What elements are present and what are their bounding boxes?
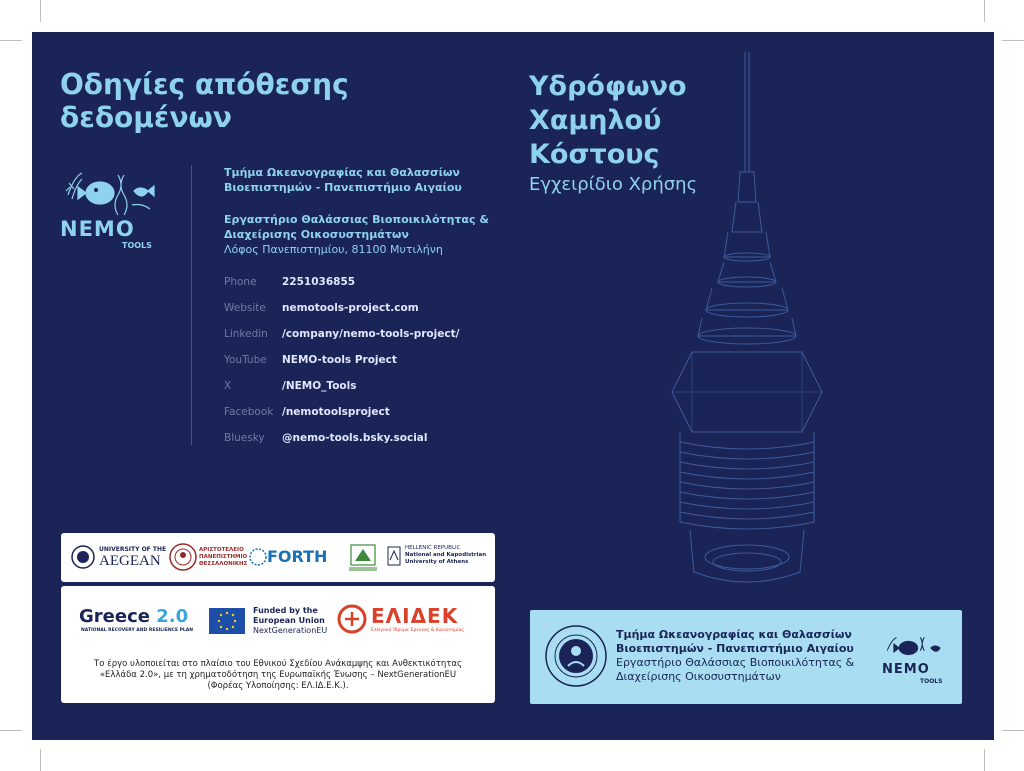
funding-statement — [71, 659, 485, 692]
contact-label: YouTube — [224, 354, 267, 366]
left-title-line: δεδομένων — [60, 101, 232, 134]
crop-mark — [0, 40, 22, 41]
nemo-tools-logo-small — [882, 632, 952, 692]
institution-info-box — [530, 610, 962, 704]
eu-flag-icon — [209, 608, 245, 634]
divider — [191, 165, 192, 445]
info-line: Τμήμα Ωκεανογραφίας και Θαλασσίων — [616, 628, 852, 641]
crop-mark — [40, 749, 41, 771]
info-line: Βιοεπιστημών - Πανεπιστήμιο Αιγαίου — [616, 642, 854, 655]
funding-line: (Φορέας Υλοποίησης: ΕΛ.ΙΔ.Ε.Κ.). — [207, 681, 349, 691]
cover-title-line: Υδρόφωνο — [529, 71, 687, 102]
institute-emblem-icon — [347, 543, 379, 573]
auth-text — [199, 547, 247, 568]
eu-line: European Union — [253, 616, 325, 625]
eu-funding-text — [253, 606, 327, 636]
youtube-link[interactable]: NEMO-tools Project — [282, 354, 397, 366]
eu-line: Funded by the — [253, 606, 318, 615]
department-line: Βιοεπιστημών - Πανεπιστήμιο Αιγαίου — [224, 181, 462, 194]
elidek-subtext: Ελληνικό Ίδρυμα Έρευνας & Καινοτομίας — [371, 628, 465, 633]
crop-mark — [984, 0, 985, 22]
uoa-text — [405, 545, 486, 566]
auth-line: ΘΕΣΣΑΛΟΝΙΚΗΣ — [199, 561, 248, 567]
crop-mark — [40, 0, 41, 22]
crop-mark — [1002, 40, 1024, 41]
lab-line: Εργαστήριο Θαλάσσιας Βιοποικιλότητας & — [224, 213, 489, 226]
nemo-fish-icon — [882, 632, 948, 662]
left-title-line: Οδηγίες απόθεσης — [60, 68, 349, 101]
contact-label: X — [224, 380, 232, 392]
lab-block — [224, 212, 489, 257]
cover-subtitle: Εγχειρίδιο Χρήσης — [529, 174, 698, 195]
university-seal-icon — [544, 624, 608, 688]
lab-line: Διαχείρισης Οικοσυστημάτων — [224, 228, 409, 241]
greece-word: Greece — [79, 606, 150, 627]
info-line: Εργαστήριο Θαλάσσιας Βιοποικιλότητας & — [616, 656, 855, 669]
crop-mark — [0, 730, 22, 731]
auth-line: ΑΡΙΣΤΟΤΕΛΕΙΟ — [199, 547, 244, 553]
uoa-line: HELLENIC REPUBLIC — [405, 545, 461, 551]
uoa-line: University of Athens — [405, 559, 469, 565]
greece-number: 2.0 — [156, 606, 189, 627]
institution-info-text — [616, 628, 854, 684]
contact-label: Linkedin — [224, 328, 268, 340]
greece-subtext: NATIONAL RECOVERY AND RESILIENCE PLAN — [81, 628, 194, 633]
contact-label: Website — [224, 302, 266, 314]
crop-mark — [984, 749, 985, 771]
website-link[interactable]: nemotools-project.com — [282, 302, 419, 314]
forth-text: FORTH — [267, 547, 328, 566]
nemo-logo-subtext: TOOLS — [122, 241, 152, 250]
lab-address: Λόφος Πανεπιστημίου, 81100 Μυτιλήνη — [224, 243, 443, 256]
linkedin-link[interactable]: /company/nemo-tools-project/ — [282, 328, 460, 340]
nemo-tools-logo — [60, 165, 160, 255]
funding-box — [61, 586, 495, 703]
nemo-logo-subtext: TOOLS — [920, 678, 943, 685]
auth-line: ΠΑΝΕΠΙΣΤΗΜΙΟ — [199, 554, 248, 560]
department-block — [224, 165, 462, 195]
contact-label: Facebook — [224, 406, 274, 418]
left-title — [60, 68, 349, 134]
department-line: Τμήμα Ωκεανογραφίας και Θαλασσίων — [224, 166, 460, 179]
greece-logo — [79, 606, 188, 627]
aegean-seal-icon — [71, 545, 95, 569]
nemo-logo-text: NEMO — [60, 217, 135, 241]
elidek-icon — [337, 604, 367, 634]
contact-label: Bluesky — [224, 432, 265, 444]
bluesky-link[interactable]: @nemo-tools.bsky.social — [282, 432, 428, 444]
cover-title-line: Κόστους — [529, 139, 660, 170]
crop-mark — [1002, 730, 1024, 731]
hydrophone-illustration — [632, 52, 882, 592]
aegean-text: AEGEAN — [99, 553, 161, 569]
x-link[interactable]: /NEMO_Tools — [282, 380, 357, 392]
funding-line: Το έργο υλοποιείται στο πλαίσιο του Εθνικού Σχεδίου Ανάκαμψης και Ανθεκτικότητας — [94, 659, 462, 669]
brochure-sheet — [32, 32, 994, 740]
facebook-link[interactable]: /nemotoolsproject — [282, 406, 390, 418]
forth-icon — [249, 548, 267, 566]
phone-value[interactable]: 2251036855 — [282, 276, 356, 288]
uoa-emblem-icon — [387, 546, 401, 566]
info-line: Διαχείρισης Οικοσυστημάτων — [616, 670, 781, 683]
elidek-text: ΕΛΙΔΕΚ — [371, 604, 459, 628]
cover-title-line: Χαμηλού — [529, 105, 662, 136]
contact-label: Phone — [224, 276, 257, 288]
aegean-small-text: UNIVERSITY OF THE — [99, 546, 167, 553]
uoa-line: National and Kapodistrian — [405, 552, 487, 558]
funding-line: «Ελλάδα 2.0», με τη χρηματοδότηση της Ευρωπαϊκής Ένωσης – NextGenerationEU — [99, 670, 457, 680]
nemo-logo-text: NEMO — [882, 662, 930, 677]
partner-logos — [61, 533, 495, 582]
auth-seal-icon — [169, 542, 197, 572]
eu-line: NextGenerationEU — [253, 626, 328, 635]
